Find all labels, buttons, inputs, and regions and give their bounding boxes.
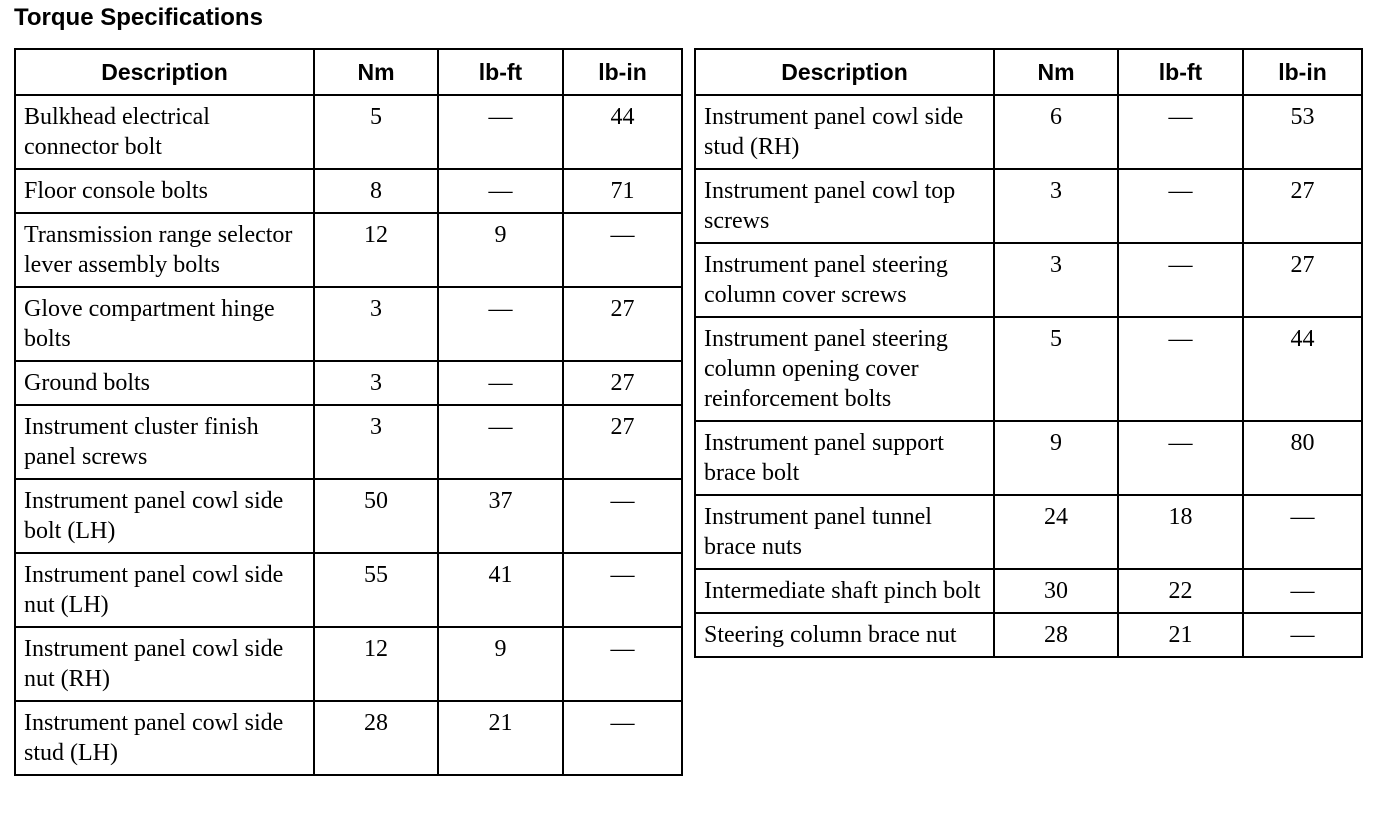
nm-cell: 12: [314, 627, 438, 701]
torque-table-right: [694, 48, 1363, 658]
column-header-description: Description: [15, 49, 314, 95]
lbin-cell: —: [1243, 495, 1362, 569]
nm-cell: 3: [314, 405, 438, 479]
lbin-cell: —: [563, 701, 682, 775]
description-cell: Bulkhead electrical connector bolt: [15, 95, 314, 169]
nm-cell: 30: [994, 569, 1118, 613]
lbft-cell: —: [1118, 95, 1243, 169]
description-cell: Instrument panel cowl side nut (LH): [15, 553, 314, 627]
lbft-cell: —: [1118, 317, 1243, 421]
table-row: [15, 405, 682, 479]
lbft-cell: —: [438, 169, 563, 213]
description-cell: Instrument panel cowl top screws: [695, 169, 994, 243]
page-title: Torque Specifications: [14, 4, 263, 31]
lbft-cell: —: [438, 95, 563, 169]
table-row: [695, 421, 1362, 495]
lbin-cell: 44: [1243, 317, 1362, 421]
description-cell: Transmission range selector lever assembly bolts: [15, 213, 314, 287]
description-cell: Instrument panel cowl side nut (RH): [15, 627, 314, 701]
lbft-cell: 41: [438, 553, 563, 627]
column-header-nm: Nm: [314, 49, 438, 95]
lbft-cell: —: [438, 405, 563, 479]
lbin-cell: 44: [563, 95, 682, 169]
lbin-cell: —: [1243, 613, 1362, 657]
nm-cell: 6: [994, 95, 1118, 169]
lbin-cell: 27: [1243, 169, 1362, 243]
nm-cell: 3: [314, 361, 438, 405]
description-cell: Floor console bolts: [15, 169, 314, 213]
description-cell: Steering column brace nut: [695, 613, 994, 657]
lbft-cell: —: [1118, 243, 1243, 317]
lbft-cell: 9: [438, 213, 563, 287]
description-cell: Instrument panel steering column cover screws: [695, 243, 994, 317]
lbin-cell: 71: [563, 169, 682, 213]
column-header-lbin: lb-in: [563, 49, 682, 95]
table-row: [15, 213, 682, 287]
torque-table-left: [14, 48, 683, 776]
description-cell: Instrument panel tunnel brace nuts: [695, 495, 994, 569]
table-row: [15, 553, 682, 627]
lbft-cell: 22: [1118, 569, 1243, 613]
column-header-nm: Nm: [994, 49, 1118, 95]
table-row: [15, 287, 682, 361]
table-row: [695, 613, 1362, 657]
lbin-cell: 53: [1243, 95, 1362, 169]
description-cell: Instrument panel cowl side stud (LH): [15, 701, 314, 775]
description-cell: Ground bolts: [15, 361, 314, 405]
nm-cell: 55: [314, 553, 438, 627]
nm-cell: 5: [314, 95, 438, 169]
lbin-cell: —: [563, 627, 682, 701]
description-cell: Instrument panel cowl side bolt (LH): [15, 479, 314, 553]
description-cell: Instrument cluster finish panel screws: [15, 405, 314, 479]
lbft-cell: —: [438, 287, 563, 361]
table-row: [695, 569, 1362, 613]
nm-cell: 28: [994, 613, 1118, 657]
lbin-cell: 80: [1243, 421, 1362, 495]
table-row: [15, 95, 682, 169]
table-row: [15, 701, 682, 775]
lbin-cell: 27: [563, 287, 682, 361]
description-cell: Instrument panel support brace bolt: [695, 421, 994, 495]
description-cell: Glove compartment hinge bolts: [15, 287, 314, 361]
nm-cell: 12: [314, 213, 438, 287]
description-cell: Intermediate shaft pinch bolt: [695, 569, 994, 613]
column-header-lbft: lb-ft: [1118, 49, 1243, 95]
lbft-cell: —: [1118, 421, 1243, 495]
lbft-cell: 21: [1118, 613, 1243, 657]
description-cell: Instrument panel steering column opening cover reinforcement bolts: [695, 317, 994, 421]
nm-cell: 24: [994, 495, 1118, 569]
table-row: [15, 627, 682, 701]
table-row: [695, 495, 1362, 569]
table-header-row: [695, 49, 1362, 95]
nm-cell: 28: [314, 701, 438, 775]
lbin-cell: —: [563, 213, 682, 287]
table-row: [695, 95, 1362, 169]
nm-cell: 8: [314, 169, 438, 213]
column-header-lbin: lb-in: [1243, 49, 1362, 95]
lbin-cell: —: [563, 553, 682, 627]
lbin-cell: 27: [1243, 243, 1362, 317]
table-row: [695, 317, 1362, 421]
lbin-cell: —: [563, 479, 682, 553]
lbin-cell: —: [1243, 569, 1362, 613]
nm-cell: 3: [314, 287, 438, 361]
lbft-cell: —: [438, 361, 563, 405]
nm-cell: 3: [994, 243, 1118, 317]
description-cell: Instrument panel cowl side stud (RH): [695, 95, 994, 169]
nm-cell: 5: [994, 317, 1118, 421]
table-header-row: [15, 49, 682, 95]
lbft-cell: 18: [1118, 495, 1243, 569]
table-row: [15, 361, 682, 405]
nm-cell: 50: [314, 479, 438, 553]
table-row: [15, 479, 682, 553]
lbin-cell: 27: [563, 361, 682, 405]
column-header-lbft: lb-ft: [438, 49, 563, 95]
lbft-cell: —: [1118, 169, 1243, 243]
lbft-cell: 21: [438, 701, 563, 775]
column-header-description: Description: [695, 49, 994, 95]
table-row: [695, 243, 1362, 317]
nm-cell: 3: [994, 169, 1118, 243]
lbft-cell: 37: [438, 479, 563, 553]
nm-cell: 9: [994, 421, 1118, 495]
lbin-cell: 27: [563, 405, 682, 479]
table-row: [15, 169, 682, 213]
lbft-cell: 9: [438, 627, 563, 701]
table-row: [695, 169, 1362, 243]
